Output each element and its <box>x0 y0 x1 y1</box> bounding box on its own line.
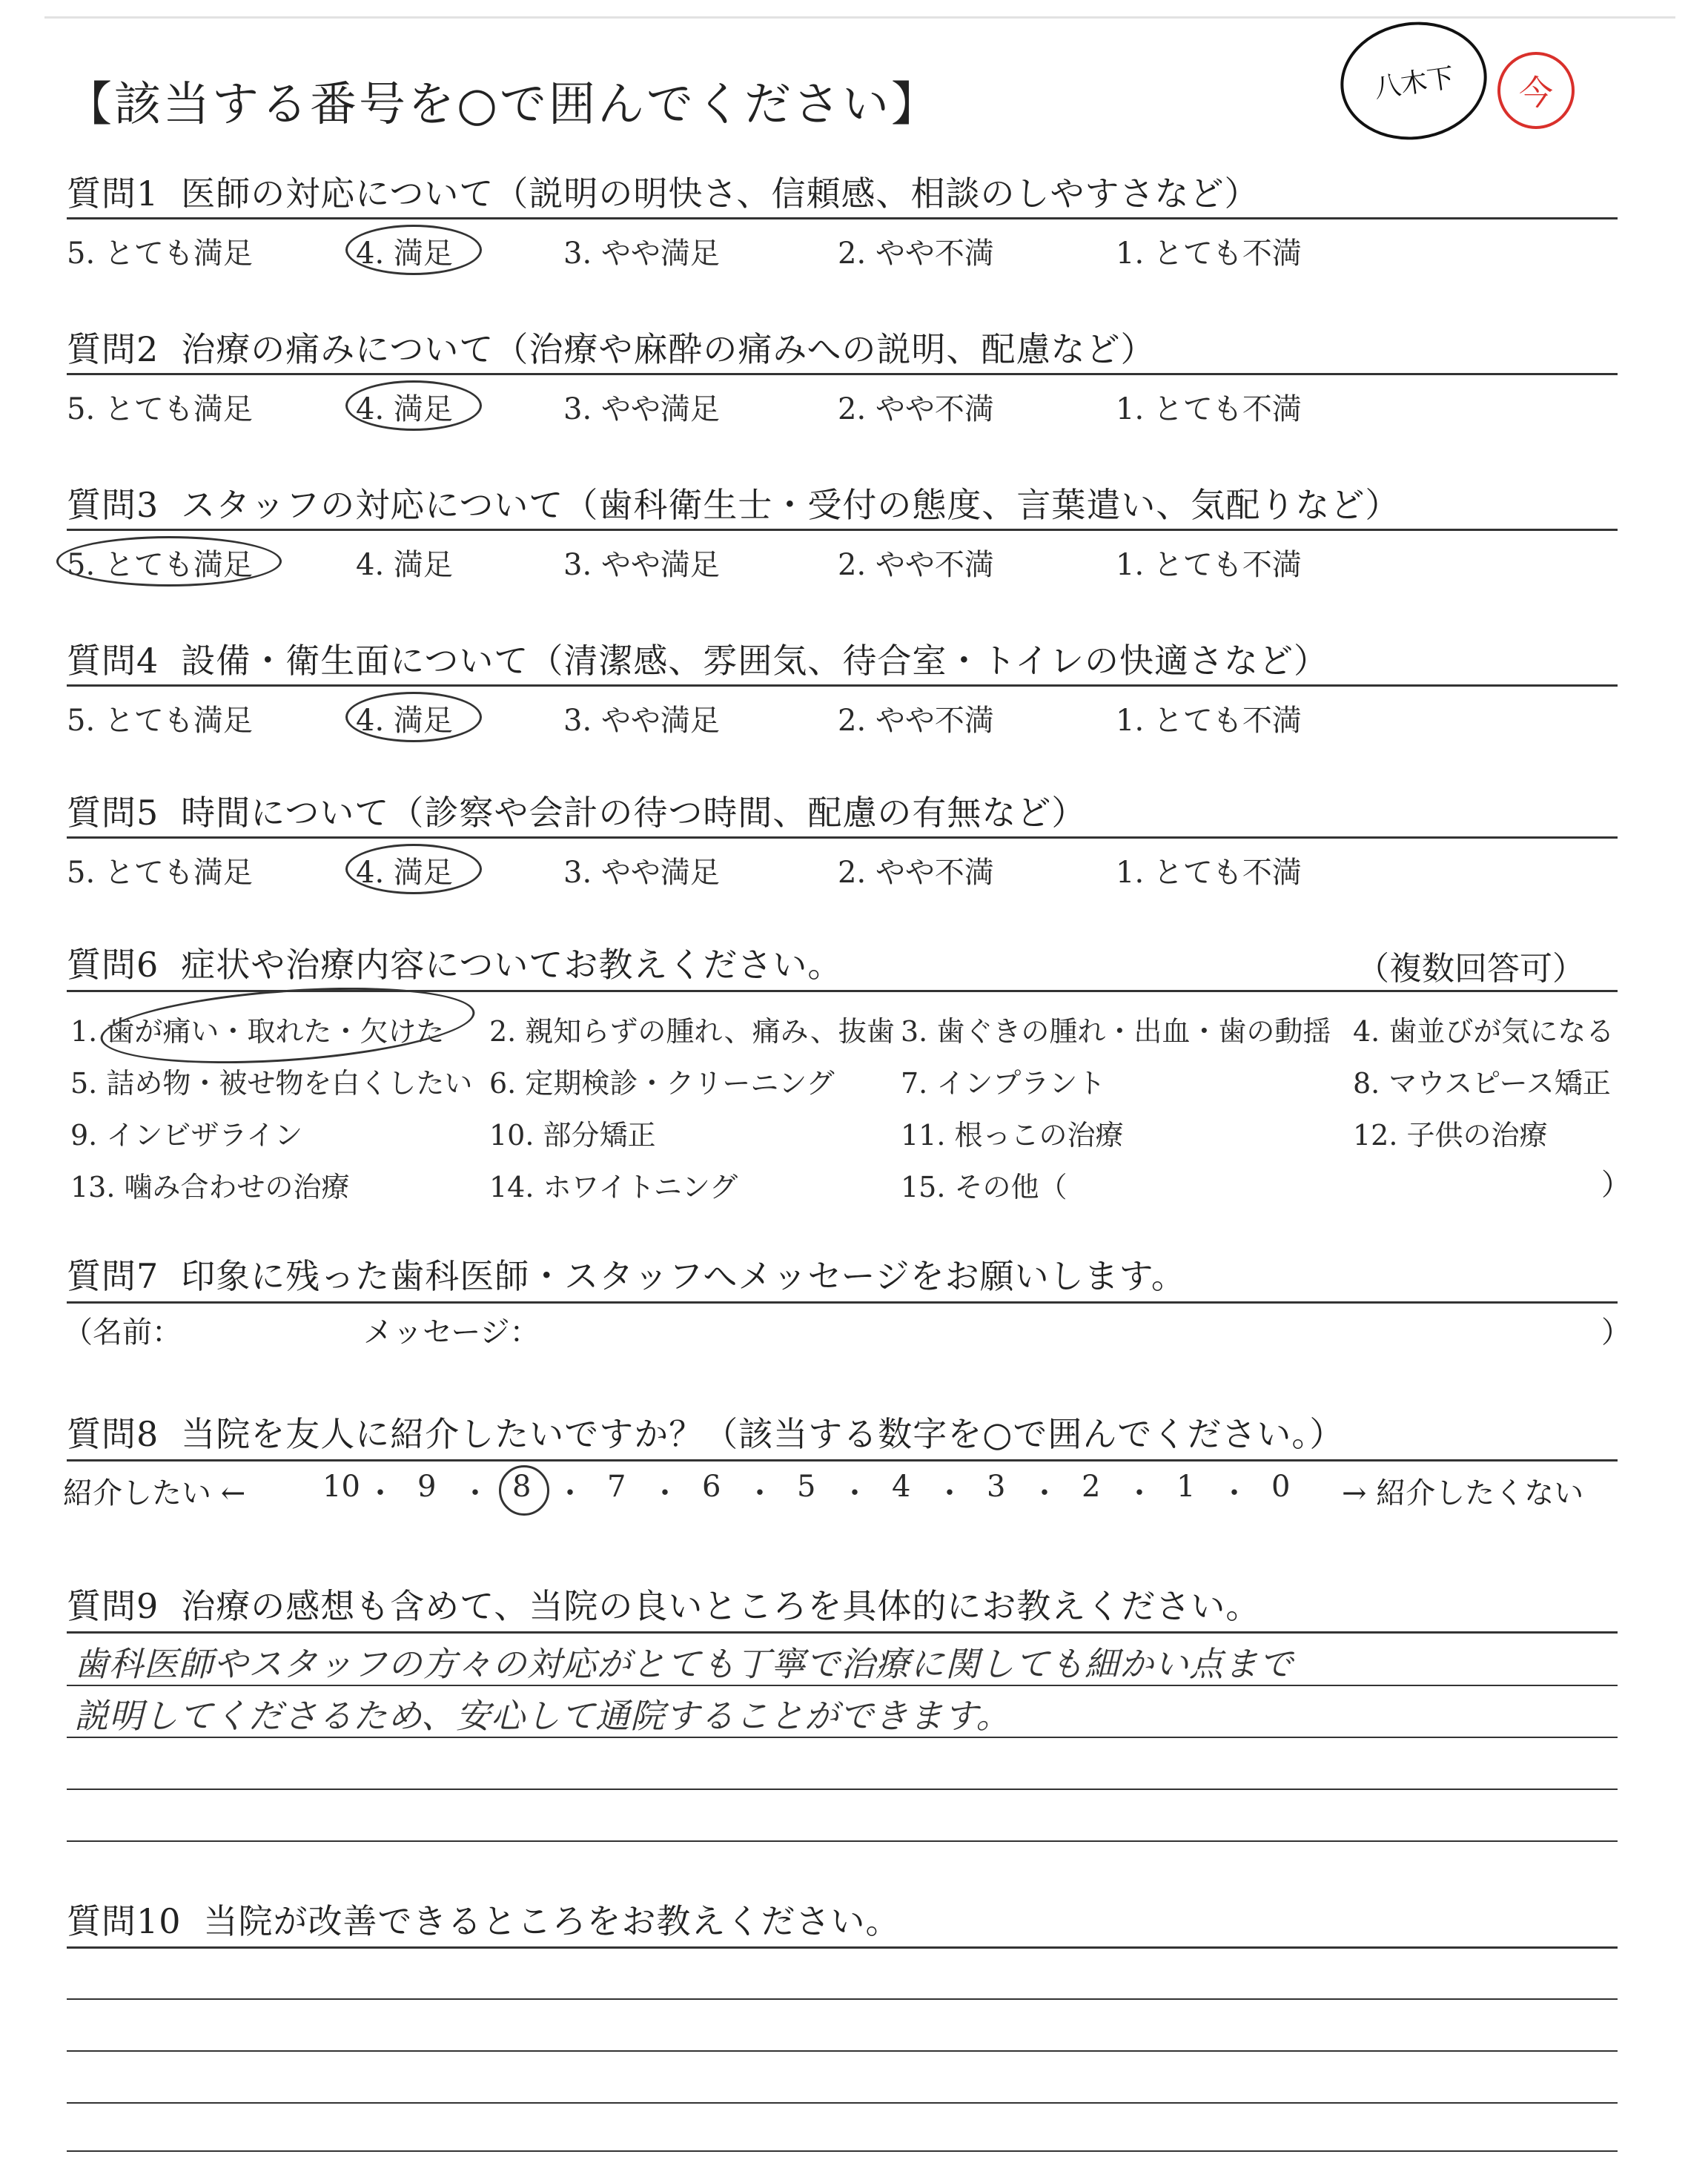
q6-option[interactable]: 5. 詰め物・被せ物を白くしたい <box>70 1067 473 1100</box>
q6-option[interactable]: 7. インプラント <box>901 1067 1106 1100</box>
q1-option[interactable]: 5. とても満足 <box>67 237 253 271</box>
q10-answer-line <box>67 2102 1618 2104</box>
q9-heading <box>67 1579 1260 1628</box>
q8-scale-separator: ・ <box>840 1476 870 1510</box>
q1-number: 質問1 <box>67 174 159 214</box>
scan-top-edge <box>44 16 1675 19</box>
q6-option[interactable]: 2. 親知らずの腫れ、痛み、抜歯 <box>489 1015 895 1048</box>
q3-option[interactable]: 3. やや満足 <box>563 548 720 582</box>
q9-answer-line <box>67 1789 1618 1790</box>
q1-selected-circle <box>345 225 482 275</box>
q8-scale-number[interactable]: 8 <box>512 1470 532 1504</box>
q5-heading <box>67 786 1086 835</box>
q4-number: 質問4 <box>67 641 159 681</box>
seal-text: 今 <box>1519 73 1553 113</box>
q2-heading <box>67 323 1155 371</box>
q4-option[interactable]: 3. やや満足 <box>563 704 720 738</box>
q9-answer-line <box>67 1840 1618 1842</box>
q7-message-label: メッセージ： <box>363 1315 540 1350</box>
q6-multi-note: （複数回答可） <box>1357 950 1585 988</box>
q6-option[interactable]: 11. 根っこの治療 <box>901 1119 1124 1152</box>
q6-heading <box>67 938 842 987</box>
q8-scale-number[interactable]: 3 <box>987 1470 1006 1504</box>
q9-answer-text-line-1: 歯科医師やスタッフの方々の対応がとても丁寧で治療に関しても細かい点まで <box>74 1644 1294 1684</box>
q6-text: 症状や治療内容についてお教えください。 <box>181 945 843 985</box>
q8-number: 質問8 <box>67 1414 159 1454</box>
q1-text: 医師の対応について（説明の明快さ、信頼感、相談のしやすさなど） <box>181 174 1260 214</box>
q4-option[interactable]: 1. とても不満 <box>1116 704 1302 738</box>
q3-selected-circle <box>56 536 282 587</box>
q7-close-paren: ） <box>1601 1315 1631 1350</box>
q5-selected-circle <box>345 844 482 894</box>
q6-option[interactable]: 4. 歯並びが気になる <box>1353 1015 1615 1048</box>
q8-scale-separator: ・ <box>1125 1476 1154 1510</box>
q5-option[interactable]: 5. とても満足 <box>67 856 253 890</box>
q6-option[interactable]: 3. 歯ぐきの腫れ・出血・歯の動揺 <box>901 1015 1331 1048</box>
q6-option[interactable]: 15. その他（ <box>901 1171 1068 1203</box>
q1-option[interactable]: 3. やや満足 <box>563 237 720 271</box>
q1-option[interactable]: 4. 満足 <box>356 237 453 271</box>
q5-text: 時間について（診察や会計の待つ時間、配慮の有無など） <box>181 793 1087 833</box>
q10-answer-line <box>67 1998 1618 2000</box>
q5-option[interactable]: 3. やや満足 <box>563 856 720 890</box>
q2-rule <box>67 373 1618 375</box>
q2-option[interactable]: 5. とても満足 <box>67 392 253 426</box>
q7-heading <box>67 1249 1186 1298</box>
q4-option[interactable]: 2. やや不満 <box>838 704 994 738</box>
q1-rule <box>67 217 1618 219</box>
q8-selected-circle <box>499 1465 549 1516</box>
q3-option[interactable]: 1. とても不満 <box>1116 548 1302 582</box>
q10-number: 質問10 <box>67 1901 182 1941</box>
q8-left-label: 紹介したい ← <box>63 1476 246 1510</box>
q5-option[interactable]: 4. 満足 <box>356 856 453 890</box>
q8-heading <box>67 1407 1344 1456</box>
q6-other-close-paren: ） <box>1601 1168 1631 1202</box>
q4-option[interactable]: 4. 満足 <box>356 704 453 738</box>
q8-scale-number[interactable]: 2 <box>1082 1470 1101 1504</box>
q8-scale-number[interactable]: 10 <box>322 1470 360 1504</box>
q2-selected-circle <box>345 380 482 431</box>
q6-option[interactable]: 6. 定期検診・クリーニング <box>489 1067 835 1100</box>
q2-number: 質問2 <box>67 329 159 369</box>
q8-scale-separator: ・ <box>745 1476 775 1510</box>
q2-option[interactable]: 3. やや満足 <box>563 392 720 426</box>
q8-scale-separator: ・ <box>460 1476 490 1510</box>
q1-heading <box>67 167 1260 216</box>
q3-number: 質問3 <box>67 485 159 525</box>
q6-option[interactable]: 1. 歯が痛い・取れた・欠けた <box>70 1015 445 1048</box>
q8-scale-number[interactable]: 1 <box>1176 1470 1196 1504</box>
q8-scale-separator: ・ <box>650 1476 680 1510</box>
q8-scale-number[interactable]: 4 <box>892 1470 911 1504</box>
q6-number: 質問6 <box>67 945 159 985</box>
q10-rule <box>67 1946 1618 1949</box>
q8-right-label: → 紹介したくない <box>1342 1476 1584 1510</box>
q2-option[interactable]: 4. 満足 <box>356 392 453 426</box>
q7-text: 印象に残った歯科医師・スタッフへメッセージをお願いします。 <box>181 1256 1186 1296</box>
q9-text: 治療の感想も含めて、当院の良いところを具体的にお教えください。 <box>181 1586 1261 1626</box>
q4-rule <box>67 684 1618 687</box>
q1-option[interactable]: 2. やや不満 <box>838 237 994 271</box>
q8-scale-number[interactable]: 5 <box>797 1470 816 1504</box>
q8-scale-number[interactable]: 9 <box>417 1470 437 1504</box>
q2-text: 治療の痛みについて（治療や麻酔の痛みへの説明、配慮など） <box>181 329 1156 369</box>
q2-option[interactable]: 2. やや不満 <box>838 392 994 426</box>
handwritten-name-circle <box>1333 13 1494 149</box>
q6-option[interactable]: 12. 子供の治療 <box>1353 1119 1548 1152</box>
q6-option[interactable]: 10. 部分矯正 <box>489 1119 656 1152</box>
q2-option[interactable]: 1. とても不満 <box>1116 392 1302 426</box>
q8-rule <box>67 1459 1618 1462</box>
q4-selected-circle <box>345 692 482 742</box>
q3-heading <box>67 478 1400 527</box>
q9-number: 質問9 <box>67 1586 159 1626</box>
q3-rule <box>67 529 1618 531</box>
q3-option[interactable]: 2. やや不満 <box>838 548 994 582</box>
q10-answer-line <box>67 2050 1618 2052</box>
q5-option[interactable]: 2. やや不満 <box>838 856 994 890</box>
q6-option[interactable]: 8. マウスピース矯正 <box>1353 1067 1611 1100</box>
q8-scale-separator: ・ <box>1030 1476 1059 1510</box>
red-seal-stamp <box>1497 52 1575 129</box>
q3-text: スタッフの対応について（歯科衛生士・受付の態度、言葉遣い、気配りなど） <box>181 485 1400 525</box>
q8-scale-number[interactable]: 6 <box>702 1470 721 1504</box>
q6-option[interactable]: 13. 噛み合わせの治療 <box>70 1171 350 1203</box>
q7-rule <box>67 1301 1618 1304</box>
q9-rule <box>67 1631 1618 1634</box>
q10-text: 当院が改善できるところをお教えください。 <box>203 1901 901 1941</box>
q5-number: 質問5 <box>67 793 159 833</box>
q6-option[interactable]: 9. インビザライン <box>70 1119 303 1152</box>
q8-scale-number[interactable]: 7 <box>607 1470 626 1504</box>
q10-heading <box>67 1895 901 1943</box>
q7-number: 質問7 <box>67 1256 159 1296</box>
q7-name-label: （名前： <box>63 1315 182 1350</box>
handwritten-name: 八木下 <box>1372 62 1456 104</box>
q1-option[interactable]: 1. とても不満 <box>1116 237 1302 271</box>
q5-option[interactable]: 1. とても不満 <box>1116 856 1302 890</box>
q4-text: 設備・衛生面について（清潔感、雰囲気、待合室・トイレの快適さなど） <box>181 641 1329 681</box>
q8-text: 当院を友人に紹介したいですか？（該当する数字を○で囲んでください。） <box>181 1414 1345 1454</box>
q5-rule <box>67 836 1618 839</box>
q10-answer-line <box>67 2150 1618 2152</box>
q6-option[interactable]: 14. ホワイトニング <box>489 1171 738 1203</box>
q8-scale-separator: ・ <box>365 1476 395 1510</box>
q8-scale-separator: ・ <box>1219 1476 1249 1510</box>
page-title: 【該当する番号を○で囲んでください】 <box>65 77 940 131</box>
q9-answer-text-line-2: 説明してくださるため、安心して通院することができます。 <box>74 1696 1011 1736</box>
q4-option[interactable]: 5. とても満足 <box>67 704 253 738</box>
q4-heading <box>67 634 1328 683</box>
q3-option[interactable]: 4. 満足 <box>356 548 453 582</box>
q8-scale-separator: ・ <box>555 1476 585 1510</box>
q8-scale-number[interactable]: 0 <box>1271 1470 1291 1504</box>
q3-option[interactable]: 5. とても満足 <box>67 548 253 582</box>
q8-scale-separator: ・ <box>935 1476 964 1510</box>
